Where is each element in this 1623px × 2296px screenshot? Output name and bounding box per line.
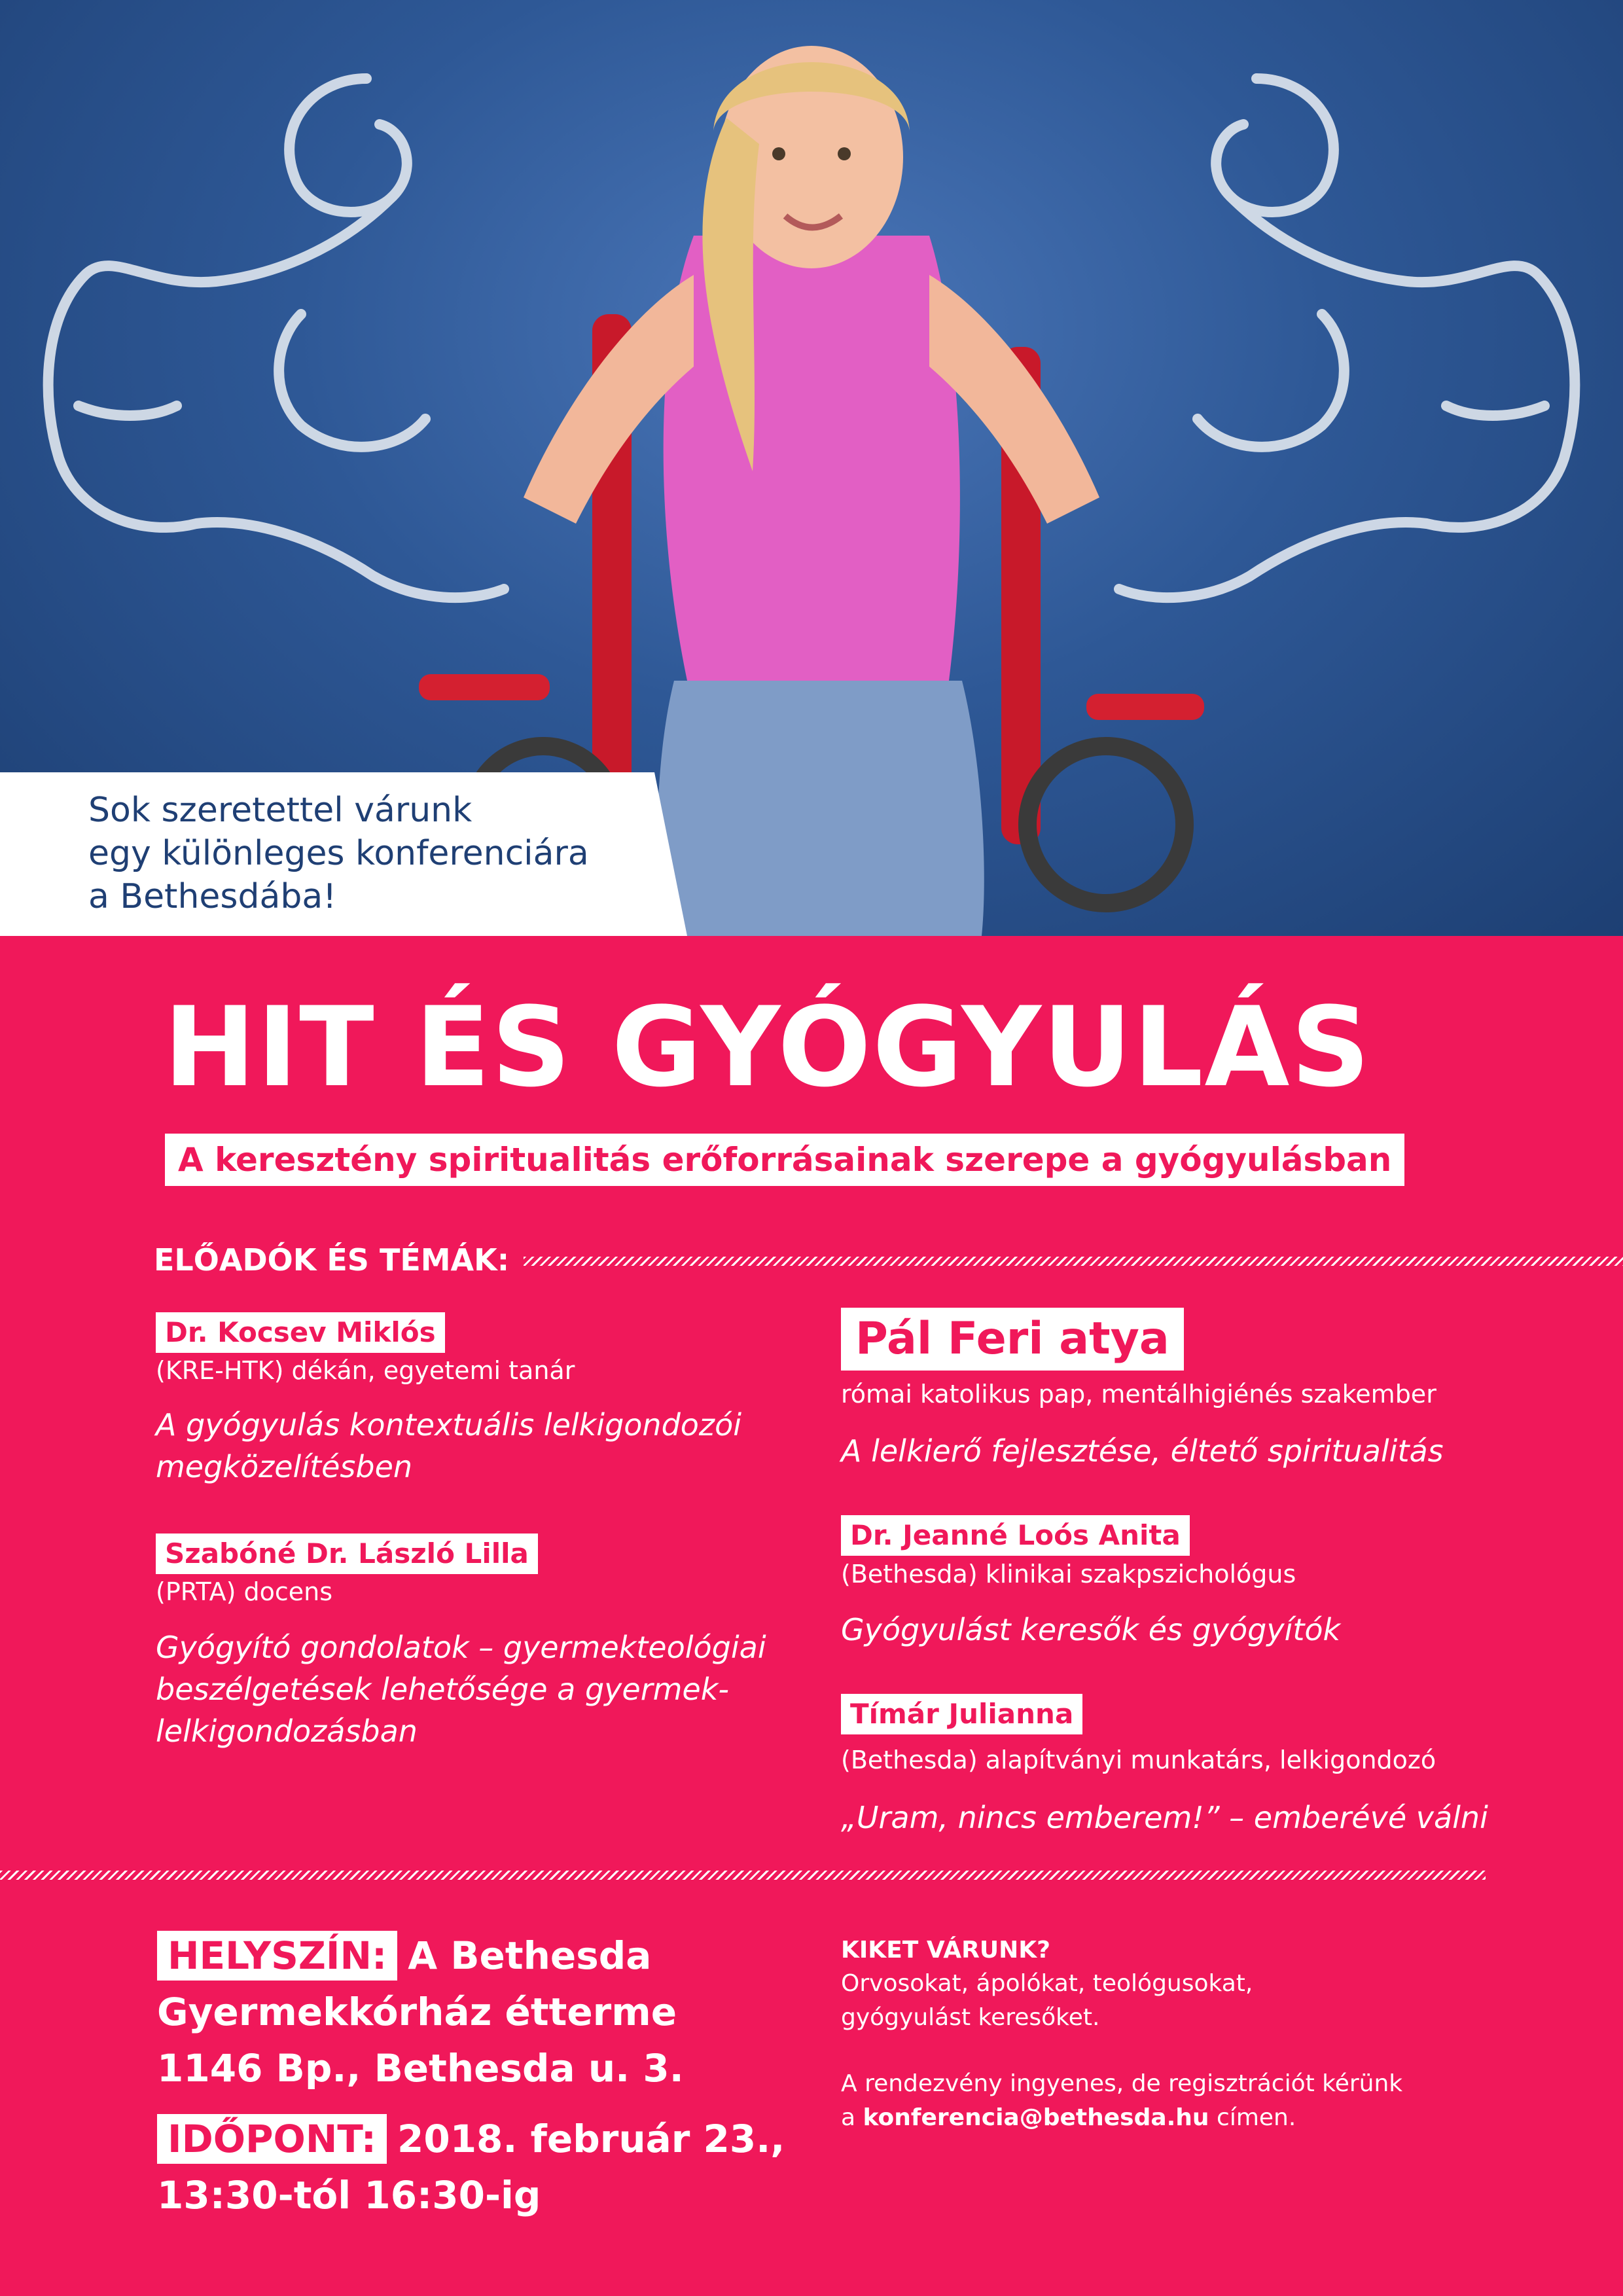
speaker-name: Tímár Julianna xyxy=(841,1694,1082,1734)
registration-suffix: címen. xyxy=(1217,2104,1296,2131)
invite-line: a Bethesdába! xyxy=(88,877,337,916)
speaker-name: Dr. Kocsev Miklós xyxy=(156,1312,445,1353)
audience-line: gyógyulást keresőket. xyxy=(841,2004,1100,2031)
chalk-muscle-left-icon xyxy=(48,79,504,598)
location-label: HELYSZÍN: xyxy=(157,1931,397,1981)
registration-line: A rendezvény ingyenes, de regisztrációt kérünk xyxy=(841,2070,1403,2097)
topic-line: A gyógyulás kontextuális lelkigondozói xyxy=(156,1407,742,1443)
speaker-role: római katolikus pap, mentálhigiénés szakember xyxy=(841,1380,1436,1408)
speaker-role: (Bethesda) alapítványi munkatárs, lelkigondozó xyxy=(841,1746,1436,1774)
location-line: 1146 Bp., Bethesda u. 3. xyxy=(157,2046,684,2090)
location-line: A Bethesda xyxy=(408,1933,652,1978)
audience-line: Orvosokat, ápolókat, teológusokat, xyxy=(841,1970,1253,1997)
speaker-topic xyxy=(156,1404,810,1488)
speaker-topic xyxy=(841,1797,1594,1839)
registration-email-link[interactable]: konferencia@bethesda.hu xyxy=(863,2104,1209,2131)
main-title: HIT ÉS GYÓGYULÁS xyxy=(164,983,1372,1111)
speaker-topic xyxy=(841,1609,1561,1651)
location-line: Gyermekkórház étterme xyxy=(157,1990,677,2034)
speaker-role: (PRTA) docens xyxy=(156,1577,333,1606)
topic-line: A lelkierő fejlesztése, éltető spiritualitás xyxy=(841,1433,1444,1469)
speaker-role: (Bethesda) klinikai szakpszichológus xyxy=(841,1560,1296,1588)
registration-text xyxy=(841,2067,1495,2135)
time-line: 13:30-tól 16:30-ig xyxy=(157,2173,541,2217)
topic-line: megközelítésben xyxy=(156,1449,413,1484)
subtitle: A keresztény spiritualitás erőforrásainak szerepe a gyógyulásban xyxy=(165,1134,1404,1186)
topic-line: Gyógyító gondolatok – gyermekteológiai xyxy=(156,1630,766,1665)
invite-line: egy különleges konferenciára xyxy=(88,834,589,873)
audience-text xyxy=(841,1967,1430,2035)
audience-title: KIKET VÁRUNK? xyxy=(841,1937,1051,1964)
hatch-divider xyxy=(524,1257,1623,1266)
topic-line: beszélgetések lehetősége a gyermek- xyxy=(156,1672,729,1707)
registration-prefix: a xyxy=(841,2104,856,2131)
speakers-label: ELŐADÓK ÉS TÉMÁK: xyxy=(154,1242,510,1278)
hatch-divider xyxy=(0,1871,1486,1880)
time-block xyxy=(157,2111,812,2223)
speaker-name: Szabóné Dr. László Lilla xyxy=(156,1534,538,1574)
time-line: 2018. február 23., xyxy=(397,2117,785,2161)
speaker-name: Dr. Jeanné Loós Anita xyxy=(841,1515,1190,1556)
invite-text xyxy=(88,789,651,918)
topic-line: lelkigondozásban xyxy=(156,1713,418,1749)
topic-line: „Uram, nincs emberem!” – emberévé válni xyxy=(841,1800,1488,1835)
speaker-topic xyxy=(841,1430,1561,1472)
speaker-topic xyxy=(156,1626,810,1752)
time-label: IDŐPONT: xyxy=(157,2114,387,2164)
speaker-name-featured: Pál Feri atya xyxy=(841,1308,1184,1371)
chalk-muscle-right-icon xyxy=(1119,79,1575,598)
topic-line: Gyógyulást keresők és gyógyítók xyxy=(841,1612,1341,1647)
speaker-role: (KRE-HTK) dékán, egyetemi tanár xyxy=(156,1356,575,1385)
location-block xyxy=(157,1928,812,2096)
invite-line: Sok szeretettel várunk xyxy=(88,791,473,830)
